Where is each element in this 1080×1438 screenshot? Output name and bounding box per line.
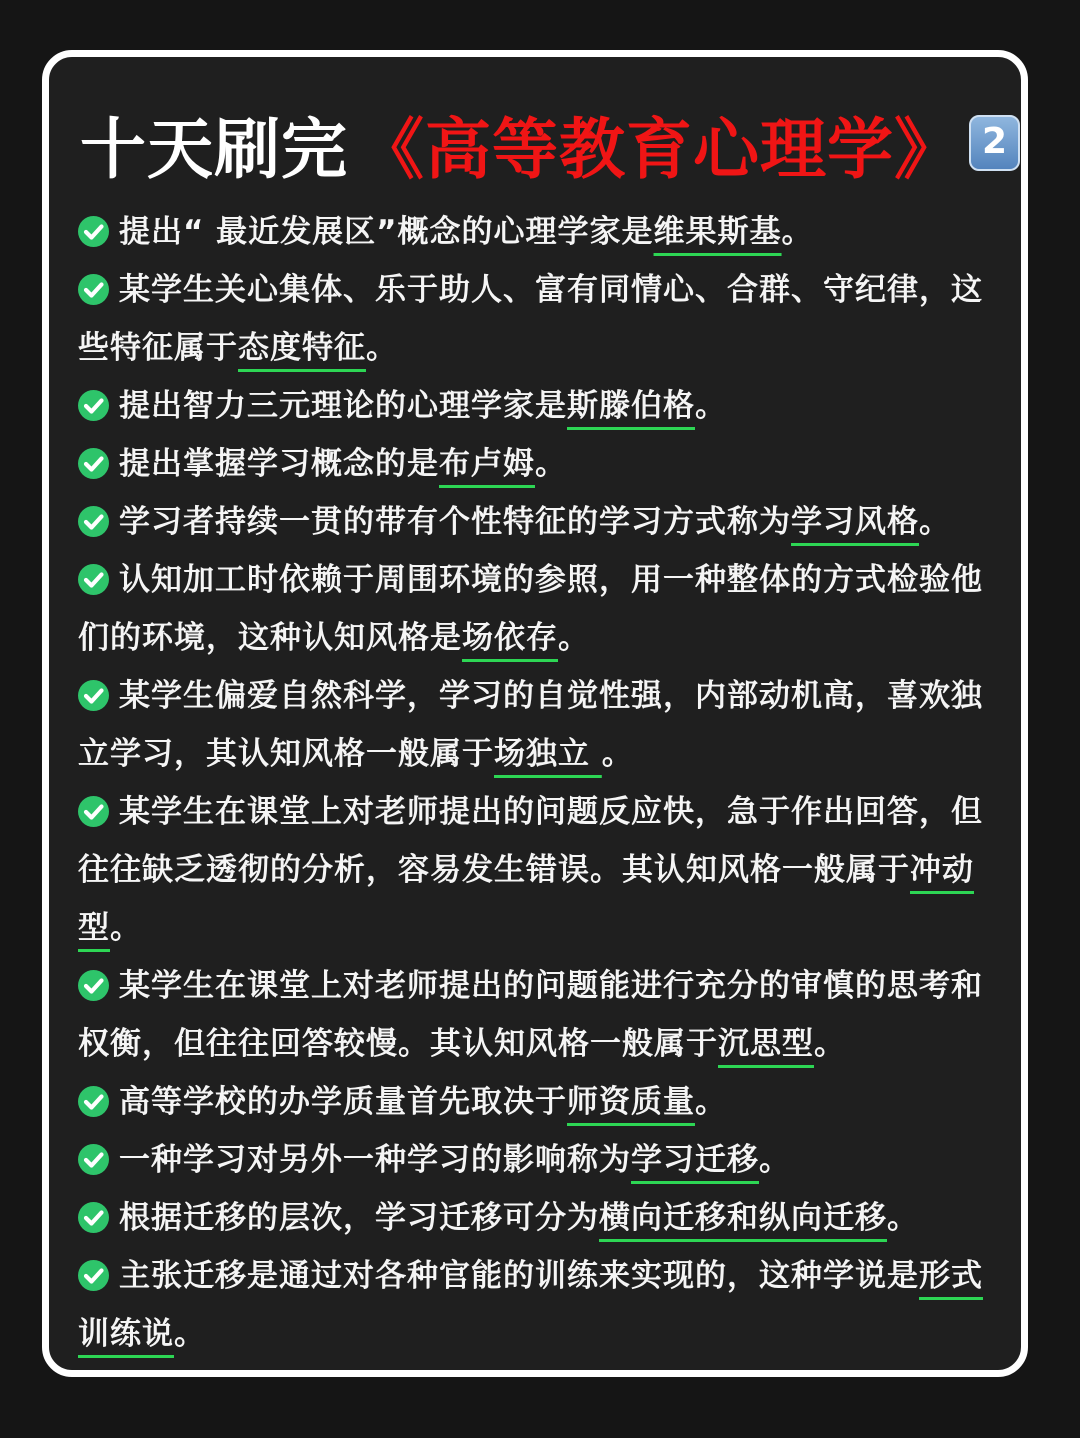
item-statement: 学习者持续一贯的带有个性特征的学习方式称为 <box>119 504 791 540</box>
item-statement: 一种学习对另外一种学习的影响称为 <box>119 1142 631 1178</box>
item-answer: 维果斯基 <box>653 214 782 250</box>
item-punctuation: 。 <box>759 1142 791 1178</box>
list-item <box>78 377 994 435</box>
item-punctuation: 。 <box>366 330 398 366</box>
list-item <box>78 957 994 1073</box>
check-mark-icon <box>78 506 109 537</box>
item-punctuation: 。 <box>695 388 727 424</box>
list-item <box>78 261 994 377</box>
item-statement: 提出掌握学习概念的是 <box>119 446 439 482</box>
check-mark-icon <box>78 390 109 421</box>
item-punctuation: 。 <box>535 446 567 482</box>
item-statement: 主张迁移是通过对各种官能的训练来实现的，这种学说是 <box>119 1258 919 1294</box>
list-item <box>78 1247 994 1363</box>
check-mark-icon <box>78 1144 109 1175</box>
item-statement: 某学生在课堂上对老师提出的问题反应快，急于作出回答，但往往缺乏透彻的分析，容易发生错误。其认知风格一般属于 <box>78 794 983 888</box>
item-statement: 提出“ 最近发展区”概念的心理学家是 <box>119 214 654 250</box>
list-item <box>78 203 994 261</box>
item-statement: 根据迁移的层次，学习迁移可分为 <box>119 1200 599 1236</box>
item-punctuation: 。 <box>110 910 142 946</box>
check-mark-icon <box>78 448 109 479</box>
item-statement: 高等学校的办学质量首先取决于 <box>119 1084 567 1120</box>
list-item <box>78 667 994 783</box>
list-item <box>78 493 994 551</box>
check-mark-icon <box>78 680 109 711</box>
check-mark-icon <box>78 970 109 1001</box>
item-answer: 场独立 <box>494 736 602 772</box>
check-mark-icon <box>78 216 109 247</box>
keycap-number-badge: 2 <box>969 115 1020 171</box>
item-punctuation: 。 <box>814 1026 846 1062</box>
item-answer: 形式训练说 <box>78 1258 983 1352</box>
item-answer: 学习风格 <box>791 504 919 540</box>
item-statement: 某学生在课堂上对老师提出的问题能进行充分的审慎的思考和权衡，但往往回答较慢。其认知风格一般属于 <box>78 968 983 1062</box>
item-punctuation: 。 <box>781 214 814 250</box>
list-item <box>78 1073 994 1131</box>
check-mark-icon <box>78 564 109 595</box>
item-answer: 横向迁移和纵向迁移 <box>599 1200 887 1236</box>
qa-list <box>78 203 994 1363</box>
item-punctuation: 。 <box>887 1200 919 1236</box>
check-mark-icon <box>78 796 109 827</box>
item-answer: 学习迁移 <box>631 1142 759 1178</box>
item-answer: 师资质量 <box>567 1084 695 1120</box>
item-statement: 认知加工时依赖于周围环境的参照，用一种整体的方式检验他们的环境，这种认知风格是 <box>78 562 983 656</box>
check-mark-icon <box>78 1086 109 1117</box>
item-punctuation: 。 <box>174 1316 206 1352</box>
item-answer: 布卢姆 <box>439 446 535 482</box>
item-answer: 沉思型 <box>718 1026 814 1062</box>
item-answer: 冲动型 <box>78 852 974 946</box>
item-punctuation: 。 <box>919 504 951 540</box>
list-item <box>78 435 994 493</box>
item-punctuation: 。 <box>695 1084 727 1120</box>
item-punctuation: 。 <box>558 620 590 656</box>
check-mark-icon <box>78 1260 109 1291</box>
item-statement: 提出智力三元理论的心理学家是 <box>119 388 567 424</box>
list-item <box>78 1189 994 1247</box>
title-prefix: 十天刷完 <box>80 110 348 188</box>
list-item <box>78 551 994 667</box>
item-answer: 场依存 <box>462 620 558 656</box>
list-item <box>78 1131 994 1189</box>
list-item <box>78 783 994 957</box>
item-punctuation: 。 <box>601 736 634 772</box>
check-mark-icon <box>78 274 109 305</box>
item-statement: 某学生偏爱自然科学，学习的自觉性强，内部动机高，喜欢独立学习，其认知风格一般属于 <box>78 678 983 772</box>
item-answer: 态度特征 <box>238 330 366 366</box>
item-answer: 斯滕伯格 <box>567 388 695 424</box>
page-title <box>80 98 1020 188</box>
item-statement: 某学生关心集体、乐于助人、富有同情心、合群、守纪律，这些特征属于 <box>78 272 983 366</box>
title-book-name: 《高等教育心理学》 <box>358 110 961 188</box>
check-mark-icon <box>78 1202 109 1233</box>
